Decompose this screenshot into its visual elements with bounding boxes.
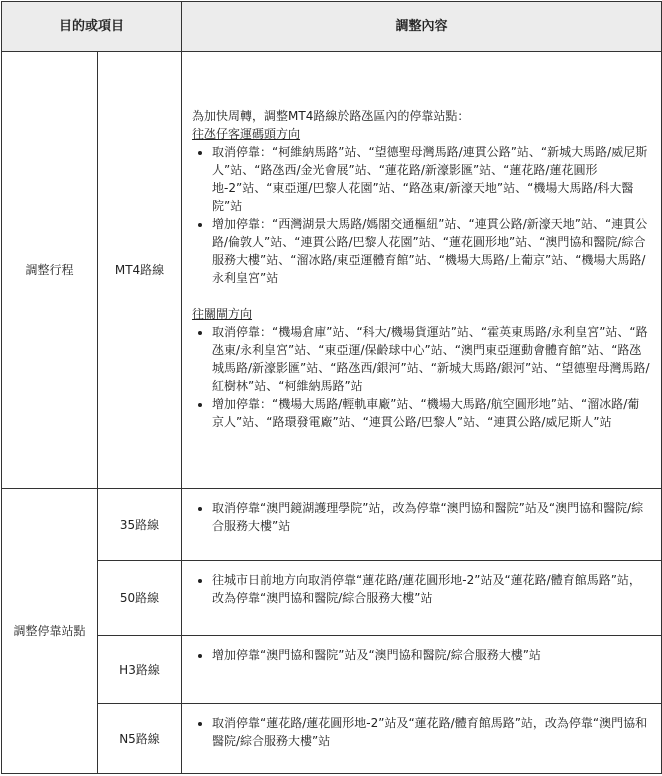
category-itinerary: 調整行程 — [2, 52, 98, 489]
direction-title-portas: 往關閘方向 — [192, 307, 253, 321]
stops-content-h3 — [182, 636, 662, 704]
list-item: • 取消停靠“澳門鏡湖護理學院”站，改為停靠“澳門協和醫院”站及“澳門協和醫院/綜合服務大樓”站 — [212, 499, 651, 535]
list-item: • 增加停靠：“西灣湖景大馬路/媽閣交通樞紐”站、“連貫公路/新濠天地”站、“連貫公路/倫敦人”站、“連貫公路/巴黎人花園”站、“蓮花圓形地”站、“澳門協和醫院/綜合服務大樓”站、“溜冰路/東亞運體育館”站、“機場大馬路/上葡京”站、“機場大馬路/永利皇宮”站 — [212, 215, 651, 287]
stops-content-50 — [182, 561, 662, 636]
route-50: 50路線 — [98, 561, 182, 636]
route-n5: N5路線 — [98, 704, 182, 774]
route-35: 35路線 — [98, 489, 182, 561]
intro-text: 為加快周轉，調整MT4路線於路氹區內的停靠站點： — [192, 109, 470, 123]
header-purpose: 目的或項目 — [2, 2, 182, 52]
route-h3: H3路線 — [98, 636, 182, 704]
list-item: • 取消停靠：“機場倉庫”站、“科大/機場貨運站”站、“霍英東馬路/永利皇宮”站、“路氹東/永利皇宮”站、“東亞運/保齡球中心”站、“澳門東亞運動會體育館”站、“路氹城馬路/新濠影匯”站、“路氹西/銀河”站、“新城大馬路/銀河”站、“望德聖母灣馬路/紅樹林”站、“柯維納馬路”站 — [212, 323, 651, 395]
direction-list-taipa — [192, 143, 651, 287]
stops-content-n5 — [182, 704, 662, 774]
stops-content-35 — [182, 489, 662, 561]
category-stops: 調整停靠站點 — [2, 489, 98, 774]
stops-row-h3 — [2, 636, 662, 704]
list-item: • 取消停靠“蓮花路/蓮花圓形地-2”站及“蓮花路/體育館馬路”站，改為停靠“澳門協和醫院/綜合服務大樓”站 — [212, 714, 651, 750]
route-mt4: MT4路線 — [98, 52, 182, 489]
itinerary-row — [2, 52, 662, 489]
direction-list-portas — [192, 323, 651, 431]
stops-row-50 — [2, 561, 662, 636]
itinerary-content — [182, 52, 662, 489]
stops-row-n5 — [2, 704, 662, 774]
list-item: • 增加停靠“澳門協和醫院”站及“澳門協和醫院/綜合服務大樓”站 — [212, 646, 651, 664]
header-content: 調整內容 — [182, 2, 662, 52]
list-item: • 取消停靠：“柯維納馬路”站、“望德聖母灣馬路/連貫公路”站、“新城大馬路/威尼斯人”站、“路氹西/金光會展”站、“蓮花路/新濠影匯”站、“蓮花路/蓮花圓形地-2”站、“東亞運/巴黎人花園”站、“路氹東/新濠天地”站、“機場大馬路/科大醫院”站 — [212, 143, 651, 215]
list-item: • 往城市日前地方向取消停靠“蓮花路/蓮花圓形地-2”站及“蓮花路/體育館馬路”站，改為停靠“澳門協和醫院/綜合服務大樓”站 — [212, 571, 651, 607]
direction-title-taipa: 往氹仔客運碼頭方向 — [192, 127, 301, 141]
stops-row-35 — [2, 489, 662, 561]
list-item: • 增加停靠：“機場大馬路/輕軌車廠”站、“機場大馬路/航空圓形地”站、“溜冰路/葡京人”站、“路環發電廠”站、“連貫公路/巴黎人”站、“連貫公路/威尼斯人”站 — [212, 395, 651, 431]
header-row — [2, 2, 662, 52]
adjustment-table — [1, 1, 662, 774]
